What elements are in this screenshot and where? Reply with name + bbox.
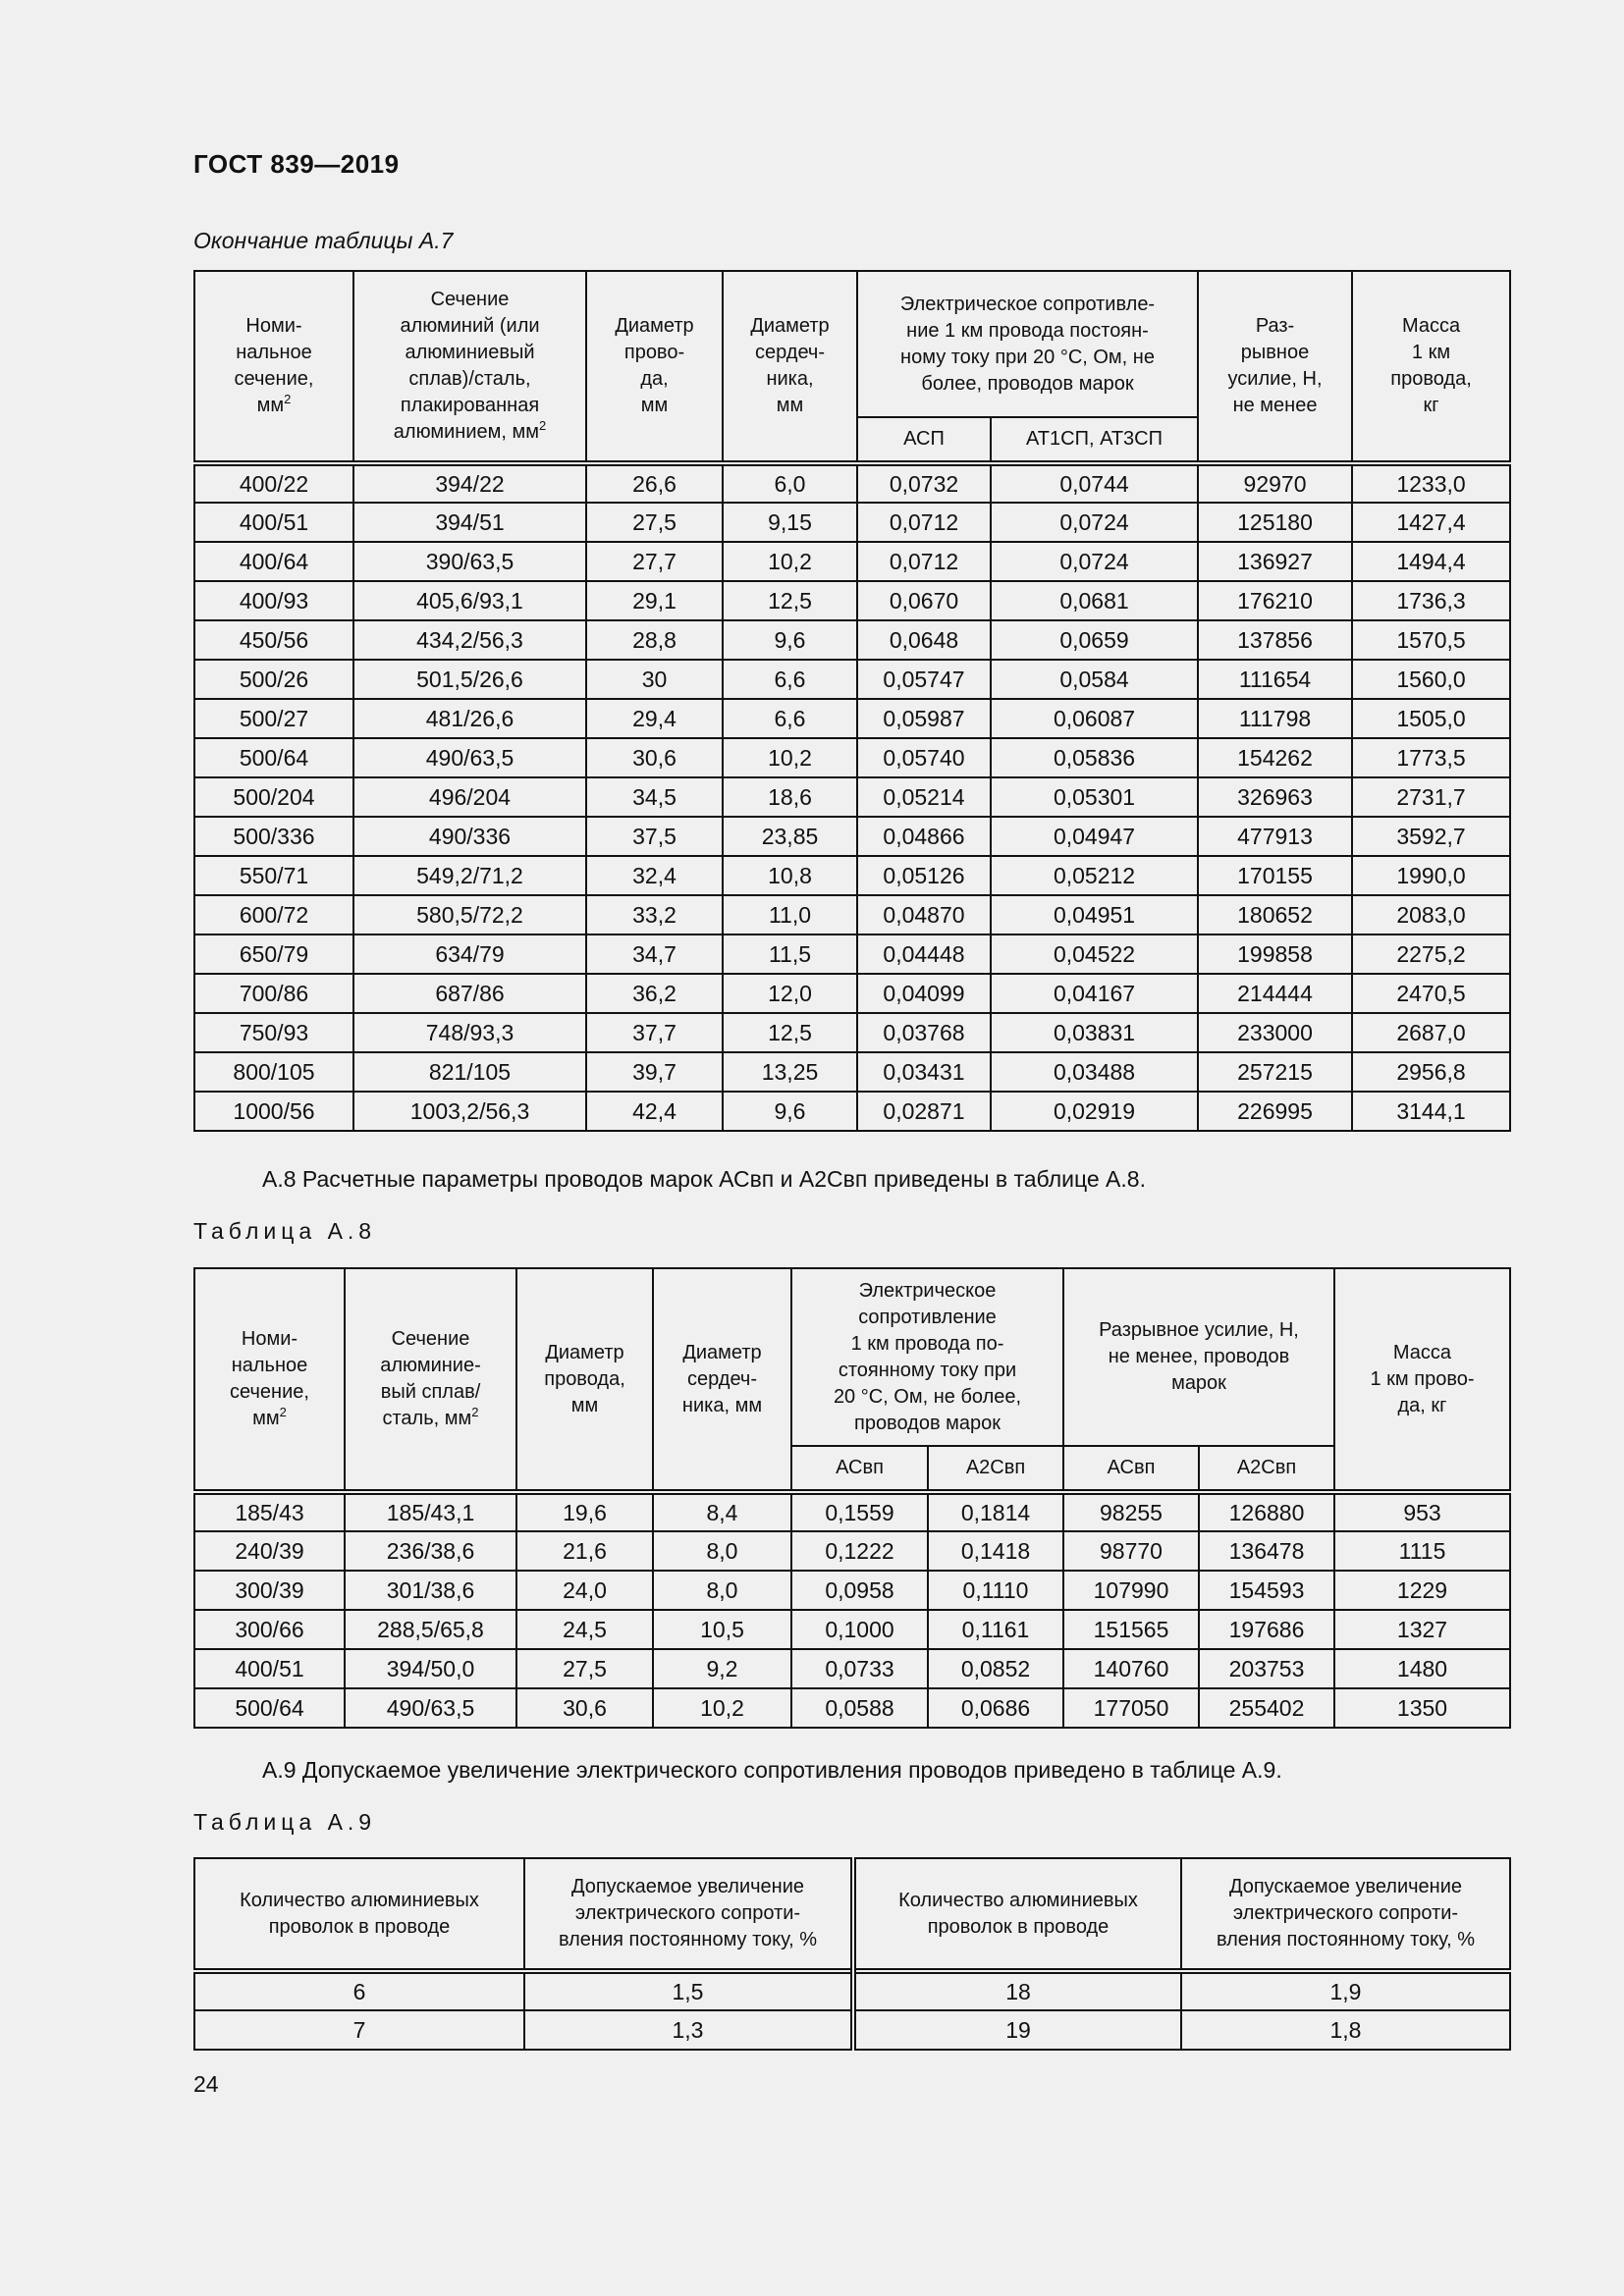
table-cell: 0,03831 <box>991 1013 1198 1052</box>
table-row <box>194 856 1510 895</box>
table-row <box>194 699 1510 738</box>
table-cell: 214444 <box>1198 974 1352 1013</box>
table-cell: 1560,0 <box>1352 660 1510 699</box>
table-cell: 140760 <box>1063 1649 1199 1688</box>
table-cell: 0,0648 <box>857 620 991 660</box>
table-cell: 6 <box>194 1971 524 2010</box>
table-cell: 1,9 <box>1181 1971 1510 2010</box>
table-cell: 450/56 <box>194 620 353 660</box>
table-row <box>194 1971 1510 2010</box>
table-cell: 126880 <box>1199 1492 1334 1531</box>
a8-header-breaking-force: Разрывное усилие, Н, не менее, проводов марок <box>1063 1268 1334 1446</box>
a7-header-section-al-steel: Сечение алюминий (или алюминиевый сплав)/сталь, плакированная алюминием, $мм^2$ <box>353 271 586 463</box>
table-cell: 10,5 <box>653 1610 791 1649</box>
table-cell: 490/63,5 <box>345 1688 516 1728</box>
table-cell: 111654 <box>1198 660 1352 699</box>
table-cell: 19 <box>853 2010 1181 2050</box>
table-cell: 12,0 <box>723 974 857 1013</box>
table-cell: 477913 <box>1198 817 1352 856</box>
table-cell: 600/72 <box>194 895 353 934</box>
table-a9 <box>193 1857 1511 2051</box>
table-cell: 0,0733 <box>791 1649 928 1688</box>
table-cell: 0,05747 <box>857 660 991 699</box>
table-cell: 0,0732 <box>857 463 991 503</box>
table-cell: 11,0 <box>723 895 857 934</box>
table-cell: 36,2 <box>586 974 723 1013</box>
a7-header-nominal-section: Номи- нальное сечение, $мм^2$ <box>194 271 353 463</box>
table-cell: 0,0852 <box>928 1649 1063 1688</box>
table-cell: 136478 <box>1199 1531 1334 1571</box>
table-cell: 107990 <box>1063 1571 1199 1610</box>
a7-header-at1sp-at3sp: АТ1СП, АТ3СП <box>991 417 1198 463</box>
table-cell: 42,4 <box>586 1092 723 1131</box>
table-cell: 400/93 <box>194 581 353 620</box>
table-cell: 257215 <box>1198 1052 1352 1092</box>
table-row <box>194 1092 1510 1131</box>
table-cell: 33,2 <box>586 895 723 934</box>
table-row <box>194 1688 1510 1728</box>
table-cell: 176210 <box>1198 581 1352 620</box>
table-cell: 10,2 <box>723 542 857 581</box>
table-cell: 400/64 <box>194 542 353 581</box>
a8-header-core-diameter: Диаметр сердеч- ника, мм <box>653 1268 791 1492</box>
table-cell: 3592,7 <box>1352 817 1510 856</box>
a8-header-wire-diameter: Диаметр провода, мм <box>516 1268 653 1492</box>
table-cell: 9,6 <box>723 1092 857 1131</box>
table-cell: 34,5 <box>586 777 723 817</box>
table-cell: 326963 <box>1198 777 1352 817</box>
table-cell: 405,6/93,1 <box>353 581 586 620</box>
table-cell: 490/63,5 <box>353 738 586 777</box>
table-cell: 8,0 <box>653 1531 791 1571</box>
document-title: ГОСТ 839—2019 <box>193 149 400 179</box>
table-cell: 1,8 <box>1181 2010 1510 2050</box>
table-cell: 10,8 <box>723 856 857 895</box>
table-cell: 177050 <box>1063 1688 1199 1728</box>
table-cell: 550/71 <box>194 856 353 895</box>
table-cell: 0,0958 <box>791 1571 928 1610</box>
table-cell: 0,1418 <box>928 1531 1063 1571</box>
table-cell: 1,3 <box>524 2010 853 2050</box>
table-cell: 0,1814 <box>928 1492 1063 1531</box>
a7-header-breaking-force: Раз- рывное усилие, Н, не менее <box>1198 271 1352 463</box>
table-cell: 19,6 <box>516 1492 653 1531</box>
table-cell: 226995 <box>1198 1092 1352 1131</box>
table-cell: 1990,0 <box>1352 856 1510 895</box>
table-cell: 501,5/26,6 <box>353 660 586 699</box>
table-cell: 136927 <box>1198 542 1352 581</box>
table-cell: 98255 <box>1063 1492 1199 1531</box>
table-row <box>194 1610 1510 1649</box>
table-cell: 8,4 <box>653 1492 791 1531</box>
table-row <box>194 463 1510 503</box>
table-cell: 301/38,6 <box>345 1571 516 1610</box>
table-cell: 240/39 <box>194 1531 345 1571</box>
paragraph-a9: А.9 Допускаемое увеличение электрического сопротивления проводов приведено в таблице А.9. <box>262 1757 1282 1783</box>
table-cell: 390/63,5 <box>353 542 586 581</box>
table-cell: 9,2 <box>653 1649 791 1688</box>
table-cell: 30 <box>586 660 723 699</box>
a7-header-asp: АСП <box>857 417 991 463</box>
table-cell: 151565 <box>1063 1610 1199 1649</box>
table-cell: 154262 <box>1198 738 1352 777</box>
table-cell: 1480 <box>1334 1649 1510 1688</box>
table-cell: 500/26 <box>194 660 353 699</box>
table-cell: 180652 <box>1198 895 1352 934</box>
table-cell: 11,5 <box>723 934 857 974</box>
table-cell: 28,8 <box>586 620 723 660</box>
table-row <box>194 2010 1510 2050</box>
table-cell: 2275,2 <box>1352 934 1510 974</box>
table-a8 <box>193 1267 1511 1729</box>
table-cell: 39,7 <box>586 1052 723 1092</box>
table-cell: 0,05740 <box>857 738 991 777</box>
table-cell: 0,0744 <box>991 463 1198 503</box>
table-cell: 233000 <box>1198 1013 1352 1052</box>
a7-header-core-diameter: Диаметр сердеч- ника, мм <box>723 271 857 463</box>
table-row <box>194 620 1510 660</box>
table-cell: 18,6 <box>723 777 857 817</box>
table-cell: 0,05212 <box>991 856 1198 895</box>
table-row <box>194 1571 1510 1610</box>
table-cell: 800/105 <box>194 1052 353 1092</box>
table-cell: 0,0659 <box>991 620 1198 660</box>
table-cell: 0,04522 <box>991 934 1198 974</box>
table-cell: 170155 <box>1198 856 1352 895</box>
table-cell: 300/66 <box>194 1610 345 1649</box>
table-cell: 490/336 <box>353 817 586 856</box>
table-cell: 953 <box>1334 1492 1510 1531</box>
table-cell: 23,85 <box>723 817 857 856</box>
table-cell: 0,05987 <box>857 699 991 738</box>
table-cell: 500/204 <box>194 777 353 817</box>
table-a7 <box>193 270 1511 1132</box>
table-cell: 0,03488 <box>991 1052 1198 1092</box>
table-cell: 0,1222 <box>791 1531 928 1571</box>
table-cell: 6,0 <box>723 463 857 503</box>
table-cell: 0,04951 <box>991 895 1198 934</box>
table-a7-caption: Окончание таблицы А.7 <box>193 228 454 253</box>
table-cell: 750/93 <box>194 1013 353 1052</box>
table-cell: 700/86 <box>194 974 353 1013</box>
table-cell: 0,0681 <box>991 581 1198 620</box>
table-row <box>194 581 1510 620</box>
a9-header-wire-count-right: Количество алюминиевых проволок в проводе <box>853 1858 1181 1971</box>
table-cell: 496/204 <box>353 777 586 817</box>
table-cell: 2470,5 <box>1352 974 1510 1013</box>
table-cell: 0,0670 <box>857 581 991 620</box>
table-cell: 37,5 <box>586 817 723 856</box>
a9-header-increase-right: Допускаемое увеличение электрического сопроти- вления постоянному току, % <box>1181 1858 1510 1971</box>
table-cell: 236/38,6 <box>345 1531 516 1571</box>
a8-header-nominal-section: Номи- нальное сечение, $мм^2$ <box>194 1268 345 1492</box>
table-cell: 10,2 <box>723 738 857 777</box>
table-cell: 6,6 <box>723 660 857 699</box>
table-cell: 137856 <box>1198 620 1352 660</box>
table-row <box>194 738 1510 777</box>
table-cell: 500/64 <box>194 1688 345 1728</box>
table-cell: 0,05126 <box>857 856 991 895</box>
table-cell: 111798 <box>1198 699 1352 738</box>
table-row <box>194 503 1510 542</box>
table-cell: 10,2 <box>653 1688 791 1728</box>
table-cell: 0,04866 <box>857 817 991 856</box>
table-cell: 27,5 <box>586 503 723 542</box>
table-cell: 0,04167 <box>991 974 1198 1013</box>
table-cell: 3144,1 <box>1352 1092 1510 1131</box>
table-cell: 13,25 <box>723 1052 857 1092</box>
table-cell: 0,03431 <box>857 1052 991 1092</box>
table-cell: 2956,8 <box>1352 1052 1510 1092</box>
table-cell: 0,0712 <box>857 542 991 581</box>
table-cell: 0,1000 <box>791 1610 928 1649</box>
table-row <box>194 974 1510 1013</box>
table-cell: 199858 <box>1198 934 1352 974</box>
table-cell: 0,05214 <box>857 777 991 817</box>
a8-header-res-asvp: АСвп <box>791 1446 928 1492</box>
table-cell: 394/22 <box>353 463 586 503</box>
table-cell: 98770 <box>1063 1531 1199 1571</box>
table-cell: 30,6 <box>516 1688 653 1728</box>
table-cell: 748/93,3 <box>353 1013 586 1052</box>
table-cell: 27,7 <box>586 542 723 581</box>
table-cell: 32,4 <box>586 856 723 895</box>
table-cell: 1505,0 <box>1352 699 1510 738</box>
table-cell: 27,5 <box>516 1649 653 1688</box>
table-cell: 0,1559 <box>791 1492 928 1531</box>
a8-header-res-a2svp: А2Свп <box>928 1446 1063 1492</box>
table-cell: 394/51 <box>353 503 586 542</box>
table-cell: 8,0 <box>653 1571 791 1610</box>
table-cell: 400/51 <box>194 1649 345 1688</box>
table-cell: 9,15 <box>723 503 857 542</box>
table-cell: 26,6 <box>586 463 723 503</box>
table-cell: 0,04099 <box>857 974 991 1013</box>
table-cell: 0,0686 <box>928 1688 1063 1728</box>
table-cell: 185/43 <box>194 1492 345 1531</box>
table-cell: 1003,2/56,3 <box>353 1092 586 1131</box>
table-row <box>194 777 1510 817</box>
table-cell: 24,5 <box>516 1610 653 1649</box>
table-cell: 154593 <box>1199 1571 1334 1610</box>
table-cell: 300/39 <box>194 1571 345 1610</box>
table-row <box>194 1492 1510 1531</box>
table-cell: 400/51 <box>194 503 353 542</box>
a9-header-increase-left: Допускаемое увеличение электрического сопроти- вления постоянному току, % <box>524 1858 853 1971</box>
a9-header-wire-count-left: Количество алюминиевых проволок в проводе <box>194 1858 524 1971</box>
table-cell: 0,05301 <box>991 777 1198 817</box>
table-cell: 185/43,1 <box>345 1492 516 1531</box>
table-cell: 1570,5 <box>1352 620 1510 660</box>
table-cell: 1773,5 <box>1352 738 1510 777</box>
table-cell: 2083,0 <box>1352 895 1510 934</box>
table-cell: 30,6 <box>586 738 723 777</box>
table-cell: 0,0588 <box>791 1688 928 1728</box>
table-cell: 549,2/71,2 <box>353 856 586 895</box>
table-cell: 0,06087 <box>991 699 1198 738</box>
table-cell: 0,04947 <box>991 817 1198 856</box>
table-cell: 7 <box>194 2010 524 2050</box>
table-row <box>194 1052 1510 1092</box>
table-cell: 481/26,6 <box>353 699 586 738</box>
table-a9-caption: Таблица А.9 <box>193 1809 377 1835</box>
a8-header-force-a2svp: А2Свп <box>1199 1446 1334 1492</box>
table-cell: 24,0 <box>516 1571 653 1610</box>
table-cell: 1233,0 <box>1352 463 1510 503</box>
table-row <box>194 542 1510 581</box>
table-cell: 125180 <box>1198 503 1352 542</box>
a8-header-force-asvp: АСвп <box>1063 1446 1199 1492</box>
table-cell: 0,1161 <box>928 1610 1063 1649</box>
table-cell: 650/79 <box>194 934 353 974</box>
table-cell: 1427,4 <box>1352 503 1510 542</box>
table-a8-caption: Таблица А.8 <box>193 1218 377 1244</box>
table-cell: 1000/56 <box>194 1092 353 1131</box>
table-cell: 9,6 <box>723 620 857 660</box>
table-cell: 6,6 <box>723 699 857 738</box>
table-cell: 1,5 <box>524 1971 853 2010</box>
table-cell: 434,2/56,3 <box>353 620 586 660</box>
table-cell: 394/50,0 <box>345 1649 516 1688</box>
table-cell: 0,0724 <box>991 542 1198 581</box>
table-cell: 687/86 <box>353 974 586 1013</box>
a8-header-mass: Масса 1 км прово- да, кг <box>1334 1268 1510 1492</box>
table-cell: 29,4 <box>586 699 723 738</box>
table-cell: 255402 <box>1199 1688 1334 1728</box>
table-row <box>194 817 1510 856</box>
table-cell: 1115 <box>1334 1531 1510 1571</box>
table-cell: 29,1 <box>586 581 723 620</box>
table-cell: 92970 <box>1198 463 1352 503</box>
table-cell: 0,0724 <box>991 503 1198 542</box>
table-cell: 37,7 <box>586 1013 723 1052</box>
table-cell: 1494,4 <box>1352 542 1510 581</box>
table-cell: 2731,7 <box>1352 777 1510 817</box>
table-cell: 1736,3 <box>1352 581 1510 620</box>
table-row <box>194 1531 1510 1571</box>
a8-header-resistance: Электрическое сопротивление 1 км провода по- стоянному току при 20 °С, Ом, не более, проводов марок <box>791 1268 1063 1446</box>
table-cell: 1229 <box>1334 1571 1510 1610</box>
table-row <box>194 1649 1510 1688</box>
a8-header-section-alloy-steel: Сечение алюминие- вый сплав/ сталь, $мм^2$ <box>345 1268 516 1492</box>
table-row <box>194 895 1510 934</box>
table-cell: 288,5/65,8 <box>345 1610 516 1649</box>
table-cell: 203753 <box>1199 1649 1334 1688</box>
table-cell: 21,6 <box>516 1531 653 1571</box>
table-cell: 12,5 <box>723 1013 857 1052</box>
table-cell: 2687,0 <box>1352 1013 1510 1052</box>
table-cell: 400/22 <box>194 463 353 503</box>
table-cell: 34,7 <box>586 934 723 974</box>
table-cell: 0,02871 <box>857 1092 991 1131</box>
a7-header-mass: Масса 1 км провода, кг <box>1352 271 1510 463</box>
table-cell: 12,5 <box>723 581 857 620</box>
table-cell: 0,04870 <box>857 895 991 934</box>
table-cell: 0,02919 <box>991 1092 1198 1131</box>
a7-header-wire-diameter: Диаметр прово- да, мм <box>586 271 723 463</box>
table-cell: 0,03768 <box>857 1013 991 1052</box>
table-cell: 1327 <box>1334 1610 1510 1649</box>
a7-header-resistance: Электрическое сопротивле- ние 1 км провода постоян- ному току при 20 °С, Ом, не более, проводов марок <box>857 271 1198 417</box>
table-cell: 580,5/72,2 <box>353 895 586 934</box>
table-cell: 0,1110 <box>928 1571 1063 1610</box>
table-cell: 821/105 <box>353 1052 586 1092</box>
table-cell: 18 <box>853 1971 1181 2010</box>
table-cell: 500/27 <box>194 699 353 738</box>
paragraph-a8: А.8 Расчетные параметры проводов марок АСвп и А2Свп приведены в таблице А.8. <box>262 1166 1146 1192</box>
table-cell: 0,0584 <box>991 660 1198 699</box>
table-row <box>194 660 1510 699</box>
page-number: 24 <box>193 2071 219 2097</box>
table-cell: 634/79 <box>353 934 586 974</box>
table-row <box>194 934 1510 974</box>
table-cell: 197686 <box>1199 1610 1334 1649</box>
table-cell: 500/336 <box>194 817 353 856</box>
table-row <box>194 1013 1510 1052</box>
table-cell: 0,0712 <box>857 503 991 542</box>
table-cell: 500/64 <box>194 738 353 777</box>
table-cell: 0,04448 <box>857 934 991 974</box>
table-cell: 1350 <box>1334 1688 1510 1728</box>
table-cell: 0,05836 <box>991 738 1198 777</box>
